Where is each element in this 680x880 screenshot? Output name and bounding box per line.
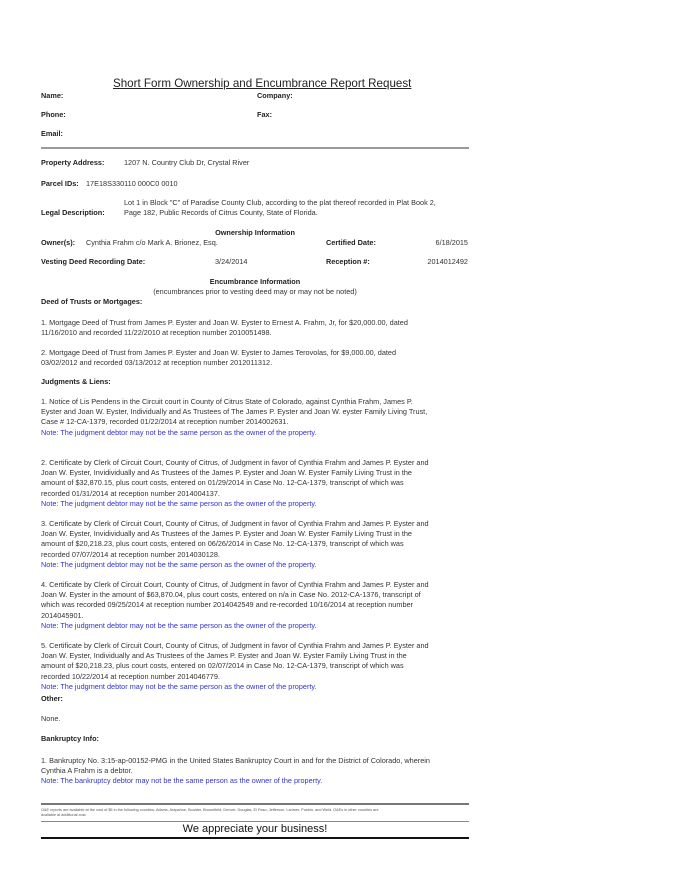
certified-date-label: Certified Date:	[326, 238, 376, 247]
judgment-line: Joan W. Eyster, Invidividually and As Trustees of the James P. Eyster and Joan W. Eyster Family Living Trust in the	[41, 529, 412, 539]
certified-date-value: 6/18/2015	[435, 238, 468, 247]
parcel-ids-label: Parcel IDs:	[41, 179, 79, 188]
owners-value: Cynthia Frahm c/o Mark A. Brionez, Esq.	[86, 238, 218, 247]
encumbrance-subheading: (encumbrances prior to vesting deed may or may not be noted)	[153, 287, 357, 296]
deed-line: 1. Mortgage Deed of Trust from James P. Eyster and Joan W. Eyster to Ernest A. Frahm, Jr, for $20,000.00, dated	[41, 318, 408, 327]
legal-description-line2: Page 182, Public Records of Citrus County, State of Florida.	[124, 208, 318, 217]
judgment-line: 5. Certificate by Clerk of Circuit Court, County of Citrus, of Judgment in favor of Cynthia Frahm and James P. Eyster and	[41, 641, 429, 650]
judgment-note: Note: The judgment debtor may not be the same person as the owner of the property.	[41, 681, 317, 691]
deed-line: 03/02/2012 and recorded 03/13/2012 at reception number 2012011312.	[41, 358, 273, 368]
judgment-line: amount of $20,218.23, plus court costs, entered on 06/26/2014 in Case No. 12-CA-1379, transcript of which was	[41, 539, 404, 549]
judgment-line: recorded 01/31/2014 at reception number 2014004137.	[41, 488, 220, 498]
judgment-line: amount of $20,218.23, plus court costs, entered on 02/07/2014 in Case No. 12-CA-1379, transcript of which was	[41, 661, 404, 671]
bankruptcy-label: Bankruptcy Info:	[41, 734, 99, 743]
footer-divider-bottom	[41, 837, 469, 839]
judgment-line: 3. Certificate by Clerk of Circuit Court, County of Citrus, of Judgment in favor of Cynthia Frahm and James P. Eyster and	[41, 519, 429, 528]
judgment-line: Eyster and Joan W. Eyster, Individually and As Trustees of The James P. Eyster and Joan W. eyster Family Living Trust,	[41, 407, 428, 417]
judgment-line: Joan W. Eyster, Invidividually and As Trustees of the James P. Eyster and Joan W. Eyster Family Living Trust in the	[41, 468, 412, 478]
deed-line: 11/16/2010 and recorded 11/22/2010 at reception number 2010051498.	[41, 328, 272, 338]
judgment-line: Case # 12-CA-1379, recorded 01/22/2014 at reception number 2014002631.	[41, 417, 289, 427]
judgment-item	[41, 580, 469, 631]
judgment-item	[41, 641, 469, 692]
deed-line: 2. Mortgage Deed of Trust from James P. Eyster and Joan W. Eyster to James Terovolas, for $9,000.00, dated	[41, 348, 397, 357]
deed-item	[41, 318, 469, 338]
vesting-deed-label: Vesting Deed Recording Date:	[41, 257, 146, 266]
reception-value: 2014012492	[427, 257, 468, 266]
judgment-note: Note: The judgment debtor may not be the same person as the owner of the property.	[41, 427, 317, 437]
property-address-value: 1207 N. Country Club Dr, Crystal River	[124, 158, 250, 167]
footer-fine-print	[41, 808, 469, 818]
judgment-item	[41, 458, 469, 509]
reception-label: Reception #:	[326, 257, 370, 266]
judgment-line: amount of $32,870.15, plus court costs, entered on 01/29/2014 in Case No. 12-CA-1379, transcript of which was	[41, 478, 404, 488]
legal-description-label: Legal Description:	[41, 208, 105, 217]
judgment-item	[41, 519, 469, 570]
company-label: Company:	[257, 91, 293, 100]
bankruptcy-note: Note: The bankruptcy debtor may not be the same person as the owner of the property.	[41, 776, 323, 786]
judgment-line: 2. Certificate by Clerk of Circuit Court, County of Citrus, of Judgment in favor of Cynthia Frahm and James P. Eyster and	[41, 458, 429, 467]
judgment-line: recorded 07/07/2014 at reception number 2014030128.	[41, 549, 220, 559]
property-address-label: Property Address:	[41, 158, 105, 167]
report-title: Short Form Ownership and Encumbrance Report Request	[113, 77, 412, 90]
fine-print-line: available at additional cost.	[41, 813, 87, 817]
fine-print-line: O&E reports are available at the cost of $5 in the following counties: Adams, Arapahoe, Boulder, Broomfield, Denver, Douglas, El Paso, Jefferson, Larimer, Pueblo, and Weld. O&Es in other counties are	[41, 808, 379, 812]
parcel-ids-value: 17E18S330110 000C0 0010	[86, 179, 178, 188]
deed-item	[41, 348, 469, 368]
judgment-line: recorded 10/22/2014 at reception number 2014046779.	[41, 671, 220, 681]
name-label: Name:	[41, 91, 64, 100]
other-value: None.	[41, 714, 61, 723]
judgment-line: Joan W. Eyster in the amount of $63,870.04, plus court costs, entered on n/a in Case No. 2012-CA-1376, transcript of	[41, 590, 421, 600]
judgment-line: 4. Certificate by Clerk of Circuit Court, County of Citrus, of Judgment in favor of Cynthia Frahm and James P. Eyster and	[41, 580, 429, 589]
footer-divider-middle	[41, 821, 469, 822]
judgment-item	[41, 397, 469, 438]
judgment-line: Joan W. Eyster, Individually and As Trustees of the James P. Eyster and Joan W. Eyster Family Living Trust in the	[41, 651, 407, 661]
email-label: Email:	[41, 129, 63, 138]
phone-label: Phone:	[41, 110, 66, 119]
encumbrance-heading: Encumbrance Information	[209, 277, 301, 286]
bankruptcy-item	[41, 756, 469, 787]
thanks-message: We appreciate your business!	[182, 823, 328, 835]
legal-description-line1: Lot 1 in Block "C" of Paradise County Club, according to the plat thereof recorded in Plat Book 2,	[124, 198, 436, 207]
bankruptcy-line: Cynthia A Frahm is a debtor.	[41, 766, 133, 776]
header-divider	[41, 147, 469, 149]
judgment-note: Note: The judgment debtor may not be the same person as the owner of the property.	[41, 498, 317, 508]
fax-label: Fax:	[257, 110, 273, 119]
judgment-line: 2014045901.	[41, 610, 84, 620]
vesting-deed-value: 3/24/2014	[215, 257, 248, 266]
footer-divider-top	[41, 803, 469, 805]
other-label: Other:	[41, 694, 63, 703]
judgment-note: Note: The judgment debtor may not be the same person as the owner of the property.	[41, 559, 317, 569]
bankruptcy-line: 1. Bankruptcy No. 3:15-ap-00152-PMG in the United States Bankruptcy Court in and for the District of Colorado, wherein	[41, 756, 430, 765]
owners-label: Owner(s):	[41, 238, 76, 247]
judgment-line: 1. Notice of Lis Pendens in the Circuit court in County of Citrus State of Colorado, against Cynthia Frahm, James P.	[41, 397, 413, 406]
judgment-line: which was recorded 09/25/2014 at reception number 2014042549 and re-recorded 10/16/2014 at reception number	[41, 600, 413, 610]
judgments-label: Judgments & Liens:	[41, 377, 111, 386]
judgment-note: Note: The judgment debtor may not be the same person as the owner of the property.	[41, 620, 317, 630]
deeds-label: Deed of Trusts or Mortgages:	[41, 297, 143, 306]
ownership-heading: Ownership Information	[215, 228, 295, 237]
